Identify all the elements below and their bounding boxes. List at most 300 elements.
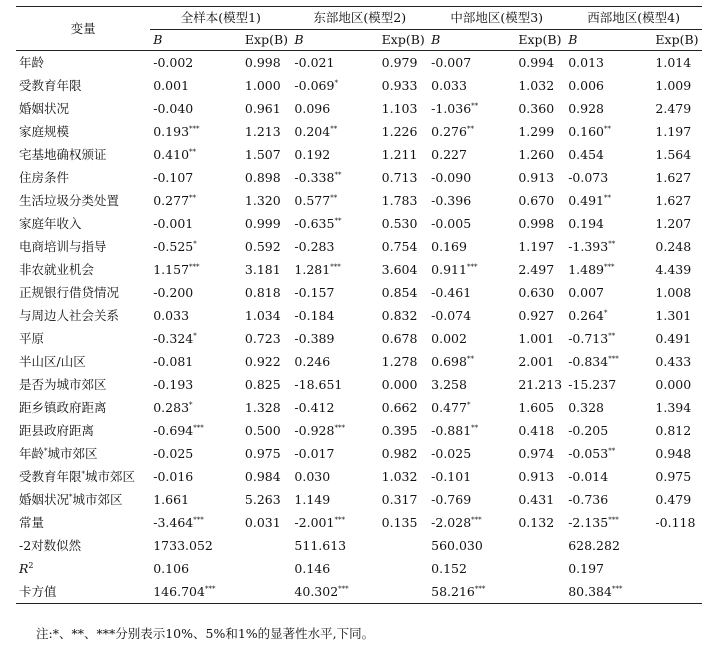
cell-value: 0.001 — [153, 78, 190, 93]
cell-value: 0.431 — [518, 492, 555, 507]
exp-cell — [379, 442, 429, 465]
table-row — [16, 189, 702, 212]
exp-cell — [515, 419, 565, 442]
cell-value: 0.592 — [244, 239, 281, 254]
cell-value: 0.135 — [381, 515, 418, 530]
exp-cell — [242, 465, 292, 488]
cell-value: 1.564 — [655, 147, 692, 162]
table-row — [16, 327, 702, 350]
variable-name: 住房条件 — [19, 170, 70, 185]
cell-value: 1.008 — [655, 285, 692, 300]
exp-cell — [242, 442, 292, 465]
coef-cell — [428, 74, 515, 97]
cell-value: 1.299 — [518, 124, 555, 139]
table-row — [16, 373, 702, 396]
coef-cell — [428, 281, 515, 304]
cell-value: 0.577 — [294, 193, 331, 208]
exp-cell — [652, 488, 702, 511]
cell-value: 0.678 — [381, 331, 418, 346]
table-row — [16, 281, 702, 304]
cell-value: -18.651 — [294, 377, 343, 392]
exp-cell — [515, 281, 565, 304]
cell-value: -0.107 — [153, 170, 194, 185]
cell-value: -2.135 — [568, 515, 609, 530]
significance-stars: *** — [193, 515, 204, 524]
exp-cell — [515, 166, 565, 189]
exp-cell — [652, 235, 702, 258]
cell-value: 0.974 — [518, 446, 555, 461]
cell-value: 1.783 — [381, 193, 418, 208]
cell-value: -0.014 — [568, 469, 609, 484]
coef-cell — [428, 143, 515, 166]
exp-cell — [652, 327, 702, 350]
table-row — [16, 488, 702, 511]
coef-cell — [428, 235, 515, 258]
cell-value: 0.994 — [518, 55, 555, 70]
cell-value: 40.302 — [294, 584, 339, 599]
cell-value: 0.002 — [431, 331, 467, 346]
group-header-east: 东部地区(模型2) — [291, 7, 428, 30]
exp-cell — [515, 212, 565, 235]
coef-cell — [428, 580, 515, 604]
cell-value: 0.317 — [381, 492, 418, 507]
exp-cell — [515, 557, 565, 580]
significance-stars: *** — [189, 262, 200, 271]
cell-value: 1.627 — [655, 193, 692, 208]
cell-value: -0.081 — [153, 354, 194, 369]
exp-cell — [379, 143, 429, 166]
cell-value: -0.200 — [153, 285, 194, 300]
exp-cell — [242, 534, 292, 557]
coef-cell — [291, 143, 378, 166]
coef-cell — [565, 396, 652, 419]
coef-cell — [150, 327, 242, 350]
cell-value: 0.030 — [294, 469, 331, 484]
coef-cell — [428, 189, 515, 212]
variable-name: 常量 — [19, 515, 45, 530]
exp-cell — [242, 396, 292, 419]
cell-value: 0.264 — [568, 308, 604, 323]
significance-stars: ** — [471, 101, 479, 110]
coef-cell — [428, 350, 515, 373]
table-row — [16, 350, 702, 373]
cell-value: 0.913 — [518, 170, 555, 185]
significance-stars: ** — [608, 446, 616, 455]
cell-value: 1.157 — [153, 262, 190, 277]
cell-value: -0.928 — [294, 423, 335, 438]
cell-value: -0.881 — [431, 423, 472, 438]
exp-cell — [652, 189, 702, 212]
exp-cell — [242, 488, 292, 511]
coef-cell — [565, 327, 652, 350]
cell-value: -0.396 — [431, 193, 472, 208]
cell-value: 0.152 — [431, 561, 467, 576]
coef-cell — [291, 327, 378, 350]
coef-cell — [291, 166, 378, 189]
coef-cell — [428, 373, 515, 396]
variable-name: 正规银行借贷情况 — [19, 285, 120, 300]
table-row — [16, 419, 702, 442]
cell-value: 1.197 — [518, 239, 555, 254]
cell-value: -0.118 — [655, 515, 696, 530]
coef-cell — [150, 350, 242, 373]
cell-value: 1.001 — [518, 331, 555, 346]
cell-value: 1.000 — [244, 78, 281, 93]
cell-value: 0.698 — [431, 354, 467, 369]
coef-cell — [428, 557, 515, 580]
cell-value: 0.913 — [518, 469, 555, 484]
table-row — [16, 465, 702, 488]
significance-stars: ** — [330, 193, 338, 202]
cell-value: 0.418 — [518, 423, 555, 438]
coef-cell — [291, 189, 378, 212]
coef-cell — [565, 258, 652, 281]
cell-value: -0.040 — [153, 101, 194, 116]
variable-name: 家庭规模 — [19, 124, 70, 139]
coef-cell — [428, 166, 515, 189]
exp-cell — [652, 580, 702, 604]
variable-name: 距乡镇政府距离 — [19, 400, 107, 415]
variable-name: 婚姻状况 — [19, 101, 70, 116]
cell-value: 1.032 — [381, 469, 418, 484]
exp-cell — [515, 465, 565, 488]
cell-value: 2.479 — [655, 101, 692, 116]
exp-cell — [652, 534, 702, 557]
significance-stars: *** — [608, 354, 619, 363]
cell-value: 21.213 — [518, 377, 563, 392]
exp-cell — [515, 235, 565, 258]
exp-cell — [652, 373, 702, 396]
coef-cell — [428, 304, 515, 327]
exp-cell — [515, 511, 565, 534]
regression-table — [16, 6, 702, 604]
coef-cell — [428, 120, 515, 143]
cell-value: 0.360 — [518, 101, 555, 116]
cell-value: 0.491 — [568, 193, 604, 208]
exp-cell — [652, 350, 702, 373]
table-row — [16, 511, 702, 534]
exp-cell — [379, 258, 429, 281]
exp-cell — [515, 350, 565, 373]
cell-value: 0.500 — [244, 423, 281, 438]
cell-value: 0.984 — [244, 469, 281, 484]
variable-name: 半山区/山区 — [19, 354, 86, 369]
variable-name: 婚姻状况*城市郊区 — [19, 492, 123, 507]
coef-cell — [291, 258, 378, 281]
cell-value: 0.812 — [655, 423, 692, 438]
variable-name: 平原 — [19, 331, 45, 346]
cell-value: 4.439 — [655, 262, 692, 277]
cell-value: 0.000 — [381, 377, 418, 392]
exp-cell — [515, 258, 565, 281]
cell-value: -3.464 — [153, 515, 194, 530]
coef-cell — [565, 235, 652, 258]
coef-cell — [428, 97, 515, 120]
variable-name: 年龄*城市郊区 — [19, 446, 98, 461]
cell-value: 5.263 — [244, 492, 281, 507]
cell-value: 1.034 — [244, 308, 281, 323]
table-row — [16, 166, 702, 189]
exp-cell — [379, 97, 429, 120]
exp-cell — [379, 557, 429, 580]
exp-cell — [379, 580, 429, 604]
coef-cell — [428, 511, 515, 534]
coef-cell — [565, 580, 652, 604]
table-row — [16, 235, 702, 258]
cell-value: -0.002 — [153, 55, 194, 70]
cell-value: 3.258 — [431, 377, 467, 392]
cell-value: 0.328 — [568, 400, 604, 415]
exp-cell — [379, 488, 429, 511]
cell-value: 0.723 — [244, 331, 281, 346]
cell-value: 0.204 — [294, 124, 331, 139]
cell-value: 0.194 — [568, 216, 604, 231]
exp-cell — [515, 534, 565, 557]
cell-value: 0.630 — [518, 285, 555, 300]
cell-value: -1.036 — [431, 101, 472, 116]
exp-cell — [379, 74, 429, 97]
exp-cell — [242, 74, 292, 97]
cell-value: -0.635 — [294, 216, 335, 231]
exp-cell — [379, 419, 429, 442]
coef-cell — [150, 120, 242, 143]
cell-value: 0.227 — [431, 147, 467, 162]
cell-value: 0.096 — [294, 101, 331, 116]
table-row — [16, 143, 702, 166]
exp-cell — [242, 350, 292, 373]
coef-cell — [428, 212, 515, 235]
variable-name: 电商培训与指导 — [19, 239, 107, 254]
cell-value: 80.384 — [568, 584, 612, 599]
exp-cell — [652, 120, 702, 143]
table-row — [16, 120, 702, 143]
cell-value: 0.998 — [518, 216, 555, 231]
significance-stars: ** — [604, 193, 611, 202]
cell-value: 0.713 — [381, 170, 418, 185]
cell-value: 0.169 — [431, 239, 467, 254]
cell-value: -15.237 — [568, 377, 617, 392]
exp-cell — [652, 212, 702, 235]
coef-cell — [428, 534, 515, 557]
exp-cell — [242, 97, 292, 120]
exp-cell — [379, 465, 429, 488]
cell-value: 0.998 — [244, 55, 281, 70]
cell-value: 0.530 — [381, 216, 418, 231]
exp-cell — [379, 51, 429, 75]
variable-name: 年龄 — [19, 55, 45, 70]
table-row — [16, 74, 702, 97]
cell-value: -0.193 — [153, 377, 194, 392]
cell-value: -0.389 — [294, 331, 335, 346]
table-row — [16, 534, 702, 557]
cell-value: 0.933 — [381, 78, 418, 93]
coef-cell — [150, 442, 242, 465]
significance-stars: * — [193, 331, 197, 340]
table-row — [16, 212, 702, 235]
coef-cell — [428, 488, 515, 511]
cell-value: 0.927 — [518, 308, 555, 323]
cell-value: 1.014 — [655, 55, 692, 70]
cell-value: 511.613 — [294, 538, 347, 553]
cell-value: 1.226 — [381, 124, 418, 139]
coef-cell — [150, 51, 242, 75]
exp-cell — [515, 189, 565, 212]
significance-stars: *** — [466, 262, 478, 271]
exp-cell — [652, 258, 702, 281]
exp-cell — [242, 419, 292, 442]
variable-name: 受教育年限 — [19, 78, 82, 93]
cell-value: 0.975 — [244, 446, 281, 461]
cell-value: 1.103 — [381, 101, 418, 116]
coef-cell — [291, 534, 378, 557]
cell-value: -0.069 — [294, 78, 335, 93]
significance-stars: *** — [608, 515, 619, 524]
coef-cell — [150, 258, 242, 281]
table-row — [16, 97, 702, 120]
coef-cell — [565, 120, 652, 143]
cell-value: 0.277 — [153, 193, 190, 208]
significance-stars: ** — [608, 331, 616, 340]
cell-value: -0.525 — [153, 239, 194, 254]
exp-cell — [379, 189, 429, 212]
cell-value: -0.713 — [568, 331, 609, 346]
cell-value: -0.157 — [294, 285, 335, 300]
significance-stars: ** — [330, 124, 338, 133]
cell-value: -0.101 — [431, 469, 472, 484]
exp-cell — [515, 580, 565, 604]
exp-cell — [242, 235, 292, 258]
cell-value: 1.149 — [294, 492, 331, 507]
significance-stars: *** — [471, 515, 482, 524]
cell-value: 146.704 — [153, 584, 205, 599]
cell-value: 0.454 — [568, 147, 604, 162]
cell-value: -0.694 — [153, 423, 194, 438]
coef-cell — [150, 281, 242, 304]
coef-cell — [150, 465, 242, 488]
cell-value: 1.032 — [518, 78, 555, 93]
cell-value: -0.205 — [568, 423, 609, 438]
coef-cell — [565, 534, 652, 557]
exp-cell — [242, 143, 292, 166]
exp-cell — [652, 419, 702, 442]
coef-cell — [565, 304, 652, 327]
exp-cell — [242, 166, 292, 189]
coef-cell — [150, 212, 242, 235]
coef-cell — [150, 419, 242, 442]
coef-cell — [291, 442, 378, 465]
group-header-west: 西部地区(模型4) — [565, 7, 702, 30]
cell-value: 0.031 — [244, 515, 281, 530]
cell-value: -0.074 — [431, 308, 472, 323]
b-header: B — [428, 30, 515, 51]
cell-value: 0.982 — [381, 446, 418, 461]
coef-cell — [150, 235, 242, 258]
variable-name: 是否为城市郊区 — [19, 377, 107, 392]
coef-cell — [150, 580, 242, 604]
coef-cell — [565, 419, 652, 442]
exp-cell — [515, 74, 565, 97]
cell-value: 0.477 — [431, 400, 467, 415]
cell-value: 0.000 — [655, 377, 692, 392]
significance-stars: *** — [334, 423, 345, 432]
cell-value: 3.604 — [381, 262, 418, 277]
significance-stars: ** — [334, 170, 342, 179]
exp-cell — [379, 534, 429, 557]
coef-cell — [150, 97, 242, 120]
coef-cell — [291, 488, 378, 511]
coef-cell — [565, 97, 652, 120]
coef-cell — [565, 373, 652, 396]
cell-value: 0.491 — [655, 331, 692, 346]
exp-cell — [242, 51, 292, 75]
table-row — [16, 442, 702, 465]
exp-cell — [515, 143, 565, 166]
variable-name: -2对数似然 — [19, 538, 82, 553]
cell-value: -0.005 — [431, 216, 472, 231]
cell-value: 1.328 — [244, 400, 281, 415]
coef-cell — [291, 51, 378, 75]
exp-cell — [379, 281, 429, 304]
cell-value: 0.193 — [153, 124, 190, 139]
exp-header: Exp(B) — [379, 30, 429, 51]
exp-cell — [242, 189, 292, 212]
coef-cell — [291, 465, 378, 488]
coef-cell — [428, 442, 515, 465]
cell-value: -0.283 — [294, 239, 335, 254]
exp-cell — [379, 235, 429, 258]
cell-value: 0.911 — [431, 262, 467, 277]
cell-value: 1.211 — [381, 147, 418, 162]
cell-value: 0.948 — [655, 446, 692, 461]
cell-value: 2.497 — [518, 262, 555, 277]
cell-value: 1.260 — [518, 147, 555, 162]
coef-cell — [565, 189, 652, 212]
significance-stars: * — [193, 239, 197, 248]
cell-value: 1.661 — [153, 492, 190, 507]
significance-stars: *** — [611, 584, 623, 593]
coef-cell — [150, 534, 242, 557]
significance-stars: ** — [466, 124, 474, 133]
cell-value: 0.670 — [518, 193, 555, 208]
cell-value: 628.282 — [568, 538, 620, 553]
cell-value: 2.001 — [518, 354, 555, 369]
variable-header: 变量 — [16, 7, 150, 51]
cell-value: 0.276 — [431, 124, 467, 139]
cell-value: -0.324 — [153, 331, 194, 346]
coef-cell — [150, 189, 242, 212]
coef-cell — [150, 166, 242, 189]
coef-cell — [565, 143, 652, 166]
exp-cell — [379, 373, 429, 396]
variable-name: 非农就业机会 — [19, 262, 95, 277]
coef-cell — [150, 304, 242, 327]
significance-stars: *** — [330, 262, 341, 271]
cell-value: -0.090 — [431, 170, 472, 185]
cell-value: -0.007 — [431, 55, 472, 70]
significance-stars: ** — [189, 193, 197, 202]
cell-value: 0.248 — [655, 239, 692, 254]
exp-cell — [379, 166, 429, 189]
coef-cell — [291, 281, 378, 304]
cell-value: 1.605 — [518, 400, 555, 415]
significance-stars: *** — [334, 515, 345, 524]
exp-cell — [242, 304, 292, 327]
table-note: 注:*、**、***分别表示10%、5%和1%的显著性水平,下同。 — [36, 626, 375, 641]
exp-cell — [379, 120, 429, 143]
cell-value: 1733.052 — [153, 538, 213, 553]
cell-value: -0.834 — [568, 354, 609, 369]
exp-cell — [652, 465, 702, 488]
